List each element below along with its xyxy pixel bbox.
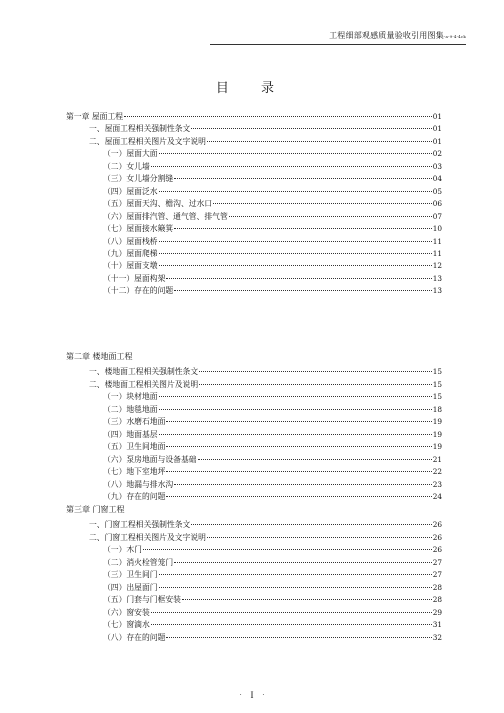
dot-leader <box>174 282 432 291</box>
dot-leader <box>159 183 432 192</box>
toc-page-number: 31 <box>432 620 442 630</box>
toc-page-number: 01 <box>432 112 442 121</box>
toc-entry-label: （五）卫生间地面 <box>103 442 166 452</box>
toc-entry-label: （四）地面基层 <box>103 429 158 439</box>
toc-page-number: 13 <box>432 273 442 283</box>
dot-leader <box>159 245 432 254</box>
toc-page-number: 24 <box>432 491 442 501</box>
toc-entry-label: （八）存在的问题 <box>103 632 166 642</box>
toc-chapter-3[interactable]: 第三章 门窗工程 <box>66 505 125 514</box>
dot-leader <box>151 604 432 613</box>
dot-leader <box>159 233 432 242</box>
toc-page-number: 27 <box>432 557 442 567</box>
toc-page-number: 26 <box>432 545 442 555</box>
toc-page-number: 01 <box>432 136 442 146</box>
dot-leader <box>166 463 431 472</box>
toc-page-number: 15 <box>432 392 442 402</box>
footer-left-dot: · <box>239 692 242 699</box>
dot-leader <box>191 516 431 525</box>
toc-entry-label: （八）地漏与排水沟 <box>103 479 174 489</box>
dot-leader <box>166 438 431 447</box>
toc-entry-label: （二）地毯地面 <box>103 404 158 414</box>
dot-leader <box>159 426 432 435</box>
toc-entry-label: 二、楼地面工程相关图片及说明 <box>89 379 199 389</box>
dot-leader <box>159 388 432 397</box>
dot-leader <box>174 476 432 485</box>
dot-leader <box>124 108 432 117</box>
toc-entry-label: （六）窗安装 <box>103 607 150 617</box>
toc-entry[interactable] <box>103 284 442 296</box>
toc-page-number: 18 <box>432 404 442 414</box>
toc-entry-label: （九）存在的问题 <box>103 491 166 501</box>
toc-page-number: 27 <box>432 570 442 580</box>
toc-page-number: 23 <box>432 479 442 489</box>
dot-leader <box>207 133 432 142</box>
page-footer <box>0 690 504 701</box>
toc-page-number: 04 <box>432 174 442 184</box>
toc-entry-label: 二、门窗工程相关图片及文字说明 <box>89 532 206 542</box>
header-suffix: -a-9-4-4ck <box>443 34 466 39</box>
toc-entry-label: 一、门窗工程相关强制性条文 <box>89 520 191 530</box>
dot-leader <box>229 208 432 217</box>
dot-leader <box>191 120 431 129</box>
toc-entry-label: （一）块材地面 <box>103 392 158 402</box>
toc-entry-label: （四）出屋面门 <box>103 582 158 592</box>
dot-leader <box>166 270 431 279</box>
toc-entry-label: （七）地下室地坪 <box>103 467 166 477</box>
toc-chapter-2[interactable]: 第二章 楼地面工程 <box>66 352 133 361</box>
dot-leader <box>166 629 431 638</box>
toc-page-number: 19 <box>432 442 442 452</box>
toc-page-number: 12 <box>432 261 442 271</box>
toc-entry-label: （二）消火栓管笼门 <box>103 557 174 567</box>
toc-page-number: 19 <box>432 417 442 427</box>
toc-entry-label: （一）屋面大面 <box>103 149 158 159</box>
dot-leader <box>159 145 432 154</box>
dot-leader <box>159 401 432 410</box>
toc-entry-label: （十）屋面支墩 <box>103 261 158 271</box>
toc-page-number: 15 <box>432 379 442 389</box>
toc-entry-label: （三）女儿墙分割缝 <box>103 174 174 184</box>
toc-entry-label: 一、楼地面工程相关强制性条文 <box>89 367 199 377</box>
dot-leader <box>198 451 432 460</box>
toc-page-number: 15 <box>432 367 442 377</box>
dot-leader <box>159 566 432 575</box>
toc-entry-label: （三）卫生间门 <box>103 570 158 580</box>
toc-page-number: 26 <box>432 520 442 530</box>
dot-leader <box>151 616 432 625</box>
toc-page-number: 28 <box>432 582 442 592</box>
toc-entry-label: （三）水磨石地面 <box>103 417 166 427</box>
dot-leader <box>199 376 432 385</box>
toc-entry-label: （九）屋面爬梯 <box>103 248 158 258</box>
toc-page-number: 19 <box>432 429 442 439</box>
dot-leader <box>151 158 432 167</box>
page-number: I <box>250 690 254 700</box>
toc-page-number: 21 <box>432 454 442 464</box>
dot-leader <box>166 413 431 422</box>
toc-entry-label: 一、屋面工程相关强制性条文 <box>89 124 191 134</box>
toc-page-number: 13 <box>432 286 442 296</box>
dot-leader <box>166 488 431 497</box>
toc-entry[interactable] <box>103 490 442 502</box>
dot-leader <box>182 591 432 600</box>
toc-entry-label: （七）窗滴水 <box>103 620 150 630</box>
toc-entry[interactable] <box>103 631 442 643</box>
toc-entry-label: （五）门套与门框安装 <box>103 595 181 605</box>
toc-page-number: 02 <box>432 149 442 159</box>
toc-entry-label: （七）屋面接水簸箕 <box>103 224 174 234</box>
dot-leader <box>174 554 432 563</box>
dot-leader <box>159 579 432 588</box>
toc-page-number: 07 <box>432 211 442 221</box>
toc-page-number: 29 <box>432 607 442 617</box>
dot-leader <box>143 541 432 550</box>
dot-leader <box>207 529 432 538</box>
toc-entry-label: （二）女儿墙 <box>103 161 150 171</box>
dot-leader <box>213 195 432 204</box>
toc-page-number: 11 <box>432 236 442 246</box>
toc-entry-label: （八）屋面栈桥 <box>103 236 158 246</box>
toc-page-number: 11 <box>432 248 442 258</box>
toc-entry-label: 二、屋面工程相关图片及文字说明 <box>89 136 206 146</box>
toc-page-number: 01 <box>432 124 442 134</box>
toc-entry-label: （六）屋面排汽管、通气管、排气管 <box>103 211 228 221</box>
toc-page-number: 28 <box>432 595 442 605</box>
dot-leader <box>159 257 432 266</box>
toc-page-number: 26 <box>432 532 442 542</box>
toc-page-number: 22 <box>432 467 442 477</box>
dot-leader <box>174 170 432 179</box>
footer-right-dot: · <box>262 692 265 699</box>
toc-entry-label: （六）泵房地面与设备基础 <box>103 454 197 464</box>
toc-title: 目 录 <box>215 81 289 96</box>
toc-page-number: 05 <box>432 186 442 196</box>
toc-entry-label: （十二）存在的问题 <box>103 286 174 296</box>
toc-page-number: 10 <box>432 224 442 234</box>
toc-page-number: 03 <box>432 161 442 171</box>
toc-entry-label: （五）屋面天沟、檐沟、过水口 <box>103 199 213 209</box>
header-title: 工程细部观感质量验收引用图集 <box>329 31 444 40</box>
toc-entry-label: （十一）屋面构架 <box>103 273 166 283</box>
dot-leader <box>174 220 432 229</box>
dot-leader <box>199 363 432 372</box>
toc-entry-label: （一）木门 <box>103 545 142 555</box>
toc-entry-label: 第一章 屋面工程 <box>66 112 124 121</box>
toc-page-number: 32 <box>432 632 442 642</box>
toc-entry-label: （四）屋面泛水 <box>103 186 158 196</box>
toc-page-number: 06 <box>432 199 442 209</box>
